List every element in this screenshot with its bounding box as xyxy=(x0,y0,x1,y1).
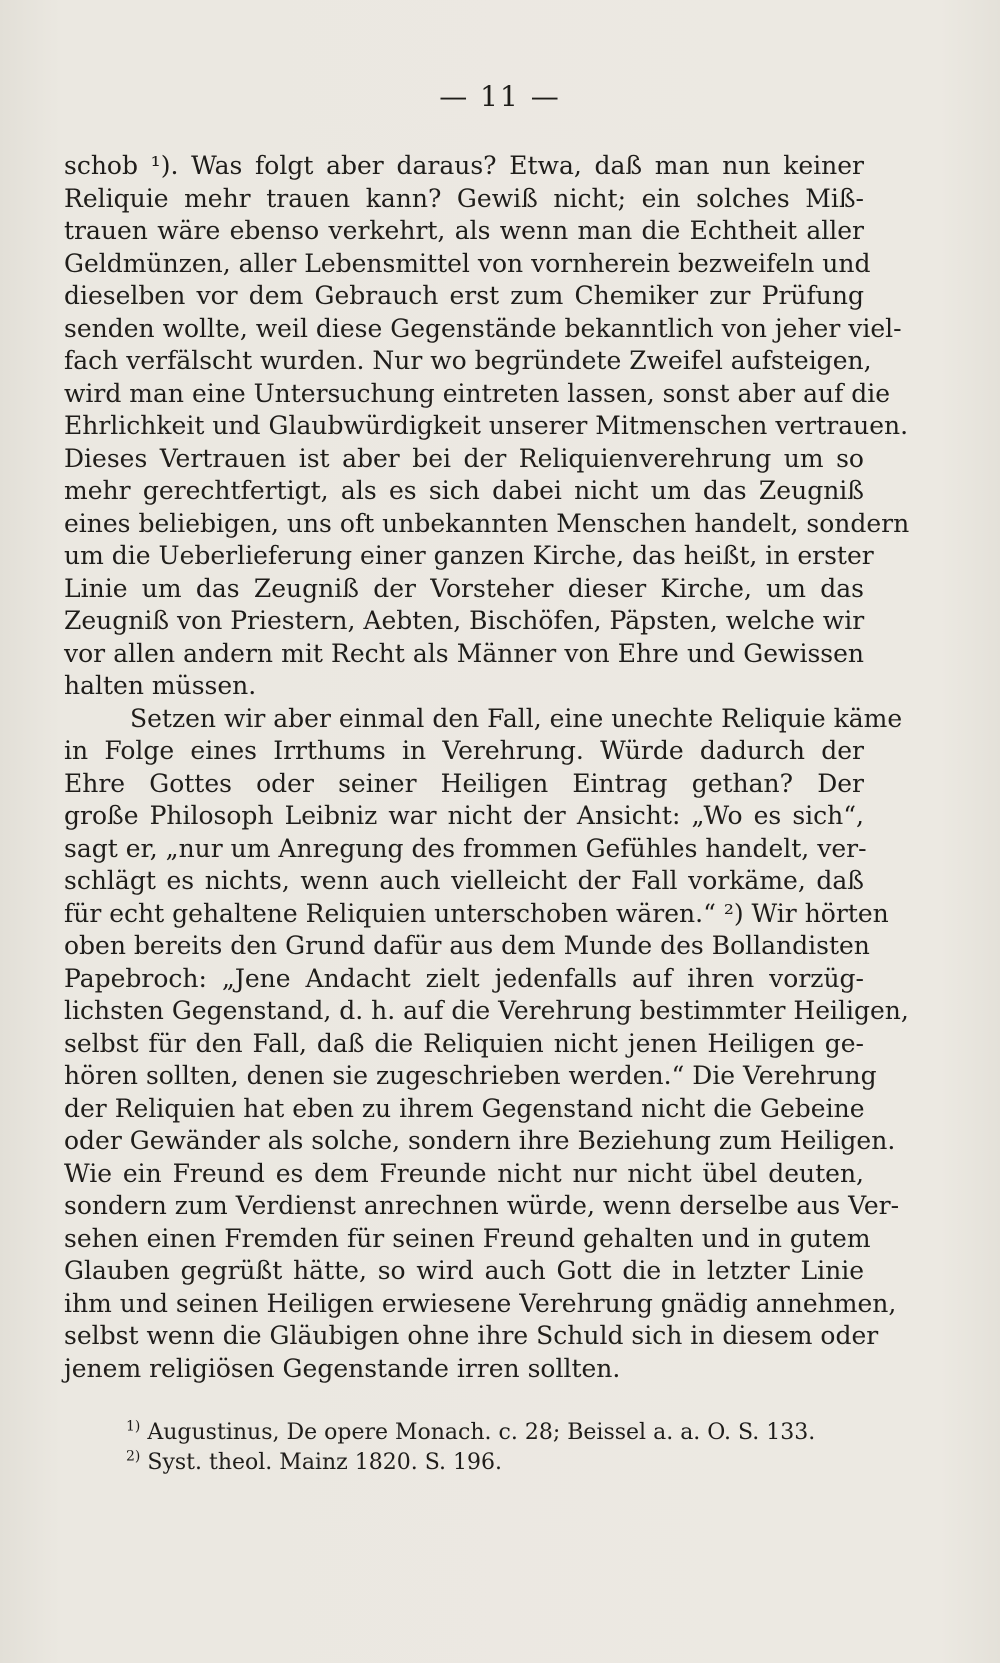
text-line: Wie ein Freund es dem Freunde nicht nur nicht übel deuten, xyxy=(64,1158,864,1188)
footnote-marker: 2) xyxy=(126,1448,141,1465)
text-line: Zeugniß von Priestern, Aebten, Bischöfen, Päpsten, welche wir xyxy=(64,606,865,635)
text-line: sondern zum Verdienst anrechnen würde, wenn derselbe aus Ver- xyxy=(64,1191,900,1220)
text-line: der Reliquien hat eben zu ihrem Gegenstand nicht die Gebeine xyxy=(64,1093,865,1123)
text-line: in Folge eines Irrthums in Verehrung. Würde dadurch der xyxy=(64,736,864,765)
text-line: schlägt es nichts, wenn auch vielleicht der Fall vorkäme, daß xyxy=(64,866,864,895)
text-line: schob ¹). Was folgt aber daraus? Etwa, daß man nun keiner xyxy=(64,151,864,180)
footnotes xyxy=(126,1418,866,1478)
footnote-marker: 1) xyxy=(126,1418,141,1435)
footnote xyxy=(126,1448,866,1478)
text-line: trauen wäre ebenso verkehrt, als wenn man die Echtheit aller xyxy=(64,216,864,245)
text-line: Papebroch: „Jene Andacht zielt jedenfalls auf ihren vorzüg- xyxy=(64,963,864,993)
text-line: große Philosoph Leibniz war nicht der Ansicht: „Wo es sich“, xyxy=(64,801,864,830)
text-line: vor allen andern mit Recht als Männer von Ehre und Gewissen xyxy=(64,638,864,668)
text-line: sagt er, „nur um Anregung des frommen Gefühles handelt, ver- xyxy=(64,833,867,863)
text-line: hören sollten, denen sie zugeschrieben werden.“ Die Verehrung xyxy=(64,1061,877,1090)
text-line: senden wollte, weil diese Gegenstände bekanntlich von jeher viel- xyxy=(64,313,902,343)
text-line: Glauben gegrüßt hätte, so wird auch Gott die in letzter Linie xyxy=(64,1256,864,1285)
body-text xyxy=(64,150,910,1385)
text-line: selbst für den Fall, daß die Reliquien nicht jenen Heiligen ge- xyxy=(64,1028,864,1058)
text-line: selbst wenn die Gläubigen ohne ihre Schuld sich in diesem oder xyxy=(64,1321,879,1350)
text-line: oben bereits den Grund dafür aus dem Munde des Bollandisten xyxy=(64,931,870,960)
text-line: Geldmünzen, aller Lebensmittel von vornherein bezweifeln und xyxy=(64,248,871,278)
text-line: Linie um das Zeugniß der Vorsteher dieser Kirche, um das xyxy=(64,573,864,603)
text-line: wird man eine Untersuchung eintreten lassen, sonst aber auf die xyxy=(64,378,891,408)
text-line: lichsten Gegenstand, d. h. auf die Verehrung bestimmter Heiligen, xyxy=(64,996,909,1025)
text-line: halten müssen. xyxy=(64,671,257,700)
text-line: fach verfälscht wurden. Nur wo begründete Zweifel aufsteigen, xyxy=(64,346,872,375)
text-line: Ehre Gottes oder seiner Heiligen Eintrag gethan? Der xyxy=(64,768,864,798)
text-line: mehr gerechtfertigt, als es sich dabei nicht um das Zeugniß xyxy=(64,476,864,505)
footnote xyxy=(126,1418,866,1448)
page-number: — 11 — xyxy=(439,80,561,113)
text-line: eines beliebigen, uns oft unbekannten Menschen handelt, sondern xyxy=(64,508,910,538)
text-line: für echt gehaltene Reliquien unterschoben wären.“ ²) Wir hörten xyxy=(64,898,889,928)
text-line: jenem religiösen Gegenstande irren sollten. xyxy=(64,1353,621,1383)
text-line: sehen einen Fremden für seinen Freund gehalten und in gutem xyxy=(64,1223,871,1253)
text-line: Reliquie mehr trauen kann? Gewiß nicht; ein solches Miß- xyxy=(64,183,864,213)
text-line: ihm und seinen Heiligen erwiesene Verehrung gnädig annehmen, xyxy=(64,1288,897,1318)
footnote-text: Augustinus, De opere Monach. c. 28; Beissel a. a. O. S. 133. xyxy=(147,1420,816,1445)
text-line: Ehrlichkeit und Glaubwürdigkeit unserer Mitmenschen vertrauen. xyxy=(64,411,909,440)
text-line: dieselben vor dem Gebrauch erst zum Chemiker zur Prüfung xyxy=(64,281,864,310)
text-line: Setzen wir aber einmal den Fall, eine unechte Reliquie käme xyxy=(130,703,903,733)
footnote-text: Syst. theol. Mainz 1820. S. 196. xyxy=(147,1450,502,1475)
text-line: Dieses Vertrauen ist aber bei der Reliquienverehrung um so xyxy=(64,443,864,473)
text-line: oder Gewänder als solche, sondern ihre Beziehung zum Heiligen. xyxy=(64,1126,896,1155)
text-line: um die Ueberlieferung einer ganzen Kirche, das heißt, in erster xyxy=(64,541,874,570)
